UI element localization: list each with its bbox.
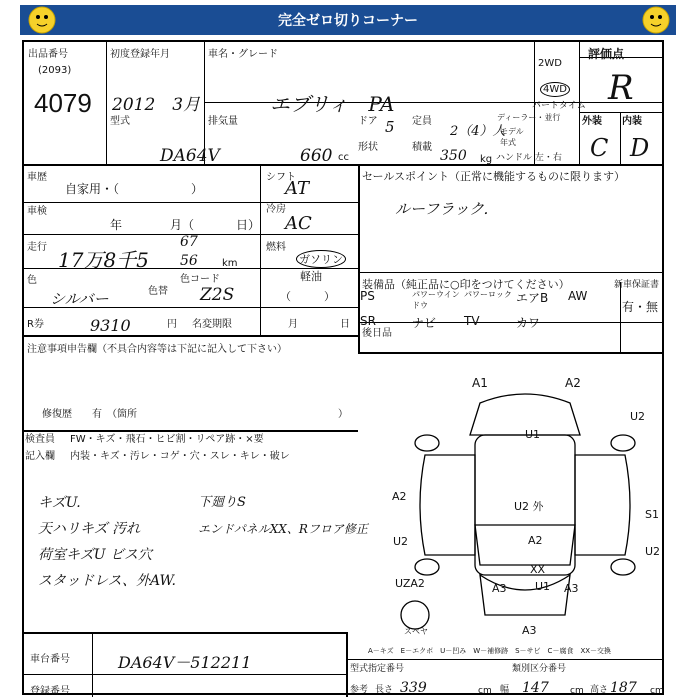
length-value: 339	[400, 680, 427, 696]
equip-navi: ナビ	[412, 316, 437, 330]
mascot-right-icon	[640, 4, 672, 36]
height-value: 187	[610, 680, 637, 696]
diag-mark: U1	[535, 580, 551, 593]
car-value: エブリィ PA	[270, 92, 395, 116]
diag-mark: U2	[630, 410, 646, 423]
writer-items: 内装・キズ・汚レ・コゲ・穴・スレ・キレ・破レ	[70, 451, 290, 462]
fuel-oil: 軽油	[300, 270, 322, 283]
diag-mark: A2	[392, 490, 407, 503]
shape-label: 形状	[358, 142, 378, 153]
checker-label: 検査員	[25, 434, 55, 445]
doors-value: 5	[385, 118, 395, 136]
height-label: 高さ	[590, 685, 609, 695]
load-handle: ハンドル 左・右	[496, 153, 562, 163]
load-label: 積載	[412, 142, 432, 153]
header-banner	[20, 5, 676, 35]
model-label: 型式	[110, 116, 130, 127]
notes2-block	[198, 490, 368, 542]
equip-leather: カワ	[516, 316, 541, 330]
eval-int-label: 内装	[622, 116, 642, 127]
expiry-day: 日	[340, 319, 350, 330]
cooling-label: 冷房	[266, 204, 286, 215]
lot-number: 4079	[34, 88, 92, 118]
eval-label: 評価点	[588, 47, 625, 61]
eval-ext: C	[590, 134, 609, 162]
left-side	[420, 455, 475, 555]
expiry-label: 名変期限	[192, 319, 232, 330]
inspection-month: 月（	[170, 218, 195, 232]
note-line: 荷室キズU ビス穴	[38, 547, 152, 563]
writer-label: 記入欄	[25, 451, 55, 462]
equipment-label: 装備品（純正品に○印をつけてください）	[362, 278, 570, 291]
inspection-year: 年	[110, 218, 123, 232]
fuel-label: 燃料	[266, 242, 286, 253]
notice-close: ）	[338, 409, 348, 420]
diag-mark: A2	[565, 376, 581, 390]
diag-mark: A2	[528, 534, 543, 547]
lot-sub: (2093)	[38, 65, 72, 76]
eval-ext-label: 外装	[582, 116, 602, 127]
chassis-value: DA64V－512211	[118, 653, 252, 672]
equip-pl: パワーロック	[464, 290, 512, 299]
note-line: キズU.	[38, 495, 81, 511]
height-unit: cm	[650, 686, 664, 696]
car-label: 車名・グレード	[208, 49, 278, 60]
rear-label: 後日品	[362, 328, 392, 339]
reg-label: 初度登録年月	[110, 49, 170, 60]
spare-tire	[401, 601, 429, 629]
diag-mark: S1	[645, 508, 659, 521]
diag-mark: A3	[564, 582, 579, 595]
diag-mark: U2	[393, 535, 409, 548]
drive-2wd: 2WD	[538, 58, 562, 69]
diag-mark: UZA2	[395, 577, 425, 590]
equip-ps: PS	[360, 289, 375, 303]
displacement-label: 排気量	[208, 116, 238, 127]
expiry-month: 月	[288, 319, 298, 330]
vehicle-value: 自家用・（ ）	[65, 182, 204, 196]
mileage-unit: km	[222, 258, 238, 269]
damage-legend: A－キズ E－エクボ U－凹み W－補修跡 S－サビ C－腐食 XX－交換	[368, 647, 612, 655]
mileage-value: 17万8千5	[58, 248, 149, 272]
sales-value: ルーフラック．	[395, 200, 499, 218]
load-value: 350	[440, 148, 467, 164]
color-code: Z2S	[200, 285, 235, 305]
diag-mark: U2 外	[514, 500, 544, 513]
ref-label: 参考	[350, 685, 369, 695]
displacement-unit: cc	[338, 152, 349, 163]
doors-label: ドア	[358, 116, 378, 127]
reg-value: 2012 3月	[112, 95, 201, 115]
recycle-value: 9310	[90, 316, 131, 335]
eval-score: R	[608, 68, 634, 108]
shift-label: シフト	[266, 172, 296, 183]
mileage-extra2: 56	[180, 253, 198, 269]
note2-line: エンドパネルXX、Rフロア修正	[198, 522, 368, 536]
diag-mark: A3	[492, 582, 507, 595]
color-replace: 色替	[148, 286, 168, 297]
color-label: 色	[27, 275, 37, 286]
equip-pw: パワーウインドウ	[412, 290, 460, 310]
load-unit: kg	[480, 154, 493, 165]
equip-tv: TV	[464, 314, 480, 328]
fuel-other: （ ）	[280, 290, 335, 303]
width-value: 147	[522, 680, 549, 696]
diag-mark: XX	[530, 563, 546, 576]
displacement-value: 660	[300, 146, 333, 166]
vehicle-label: 車歴	[27, 172, 47, 183]
diag-mark: スペヤ	[404, 627, 428, 636]
note-line: スタッドレス、外AW.	[38, 573, 176, 589]
color-value: シルバー	[50, 290, 109, 308]
model-value: DA64V	[160, 146, 220, 166]
recycle-unit: 円	[167, 319, 177, 330]
diag-mark: A1	[472, 376, 488, 390]
width-label: 幅	[500, 685, 510, 695]
note-line: 天ハリキズ 汚れ	[38, 521, 141, 537]
right-side	[575, 455, 630, 555]
equip-airbag: エアB	[516, 291, 549, 305]
drive-parttime: パートタイム	[532, 101, 586, 111]
equip-aw: AW	[568, 289, 588, 303]
inspection-day: 日）	[236, 218, 261, 232]
note2-line: 下廻りS	[198, 495, 246, 510]
drive-4wd: 4WD	[540, 82, 570, 97]
checker-items: FW・キズ・飛石・ヒビ割・リペア跡・×要	[70, 434, 264, 445]
diag-mark: A3	[522, 624, 537, 637]
capacity-label: 定員	[412, 116, 432, 127]
cat-no-label: 類別区分番号	[512, 664, 567, 674]
recycle-label: R券	[27, 319, 44, 330]
registration-label: 登録番号	[30, 686, 70, 697]
dealer-label: ディーラー・並行	[497, 113, 561, 122]
mileage-label: 走行	[27, 242, 47, 253]
shift-value: AT	[285, 178, 310, 199]
color-code-label: 色コード	[180, 274, 220, 285]
inspection-label: 車検	[27, 206, 47, 217]
capacity-value: 2（4）人	[450, 124, 506, 139]
lot-label: 出品番号	[28, 49, 68, 60]
notes-block	[38, 490, 176, 594]
diag-mark: U1	[525, 428, 541, 441]
sales-label: セールスポイント（正常に機能するものに限ります）	[362, 170, 626, 183]
chassis-label: 車台番号	[30, 654, 70, 665]
header-title: 完全ゼロ切りコーナー	[278, 13, 418, 29]
diag-mark: U2	[645, 545, 661, 558]
notice-label: 注意事項申告欄（不具合内容等は下記に記入して下さい）	[27, 344, 287, 355]
warranty-value: 有・無	[622, 300, 659, 314]
cooling-value: AC	[285, 213, 312, 234]
mascot-left-icon	[26, 4, 58, 36]
warranty-label: 新車保証書	[614, 280, 660, 290]
length-unit: cm	[478, 686, 492, 696]
notice-repair: 修復歴 有 （箇所	[42, 409, 137, 420]
type-no-label: 型式指定番号	[350, 664, 405, 674]
equipment-grid	[360, 289, 620, 331]
eval-int: D	[630, 134, 650, 162]
dealer-model-year: モデル年式	[500, 127, 524, 147]
length-label: 長さ	[375, 685, 394, 695]
equip-sr: SR	[360, 314, 376, 328]
fuel-gas: ガソリン	[296, 250, 346, 268]
mileage-extra: 67	[180, 234, 198, 250]
rear-outline	[480, 575, 570, 615]
width-unit: cm	[570, 686, 584, 696]
